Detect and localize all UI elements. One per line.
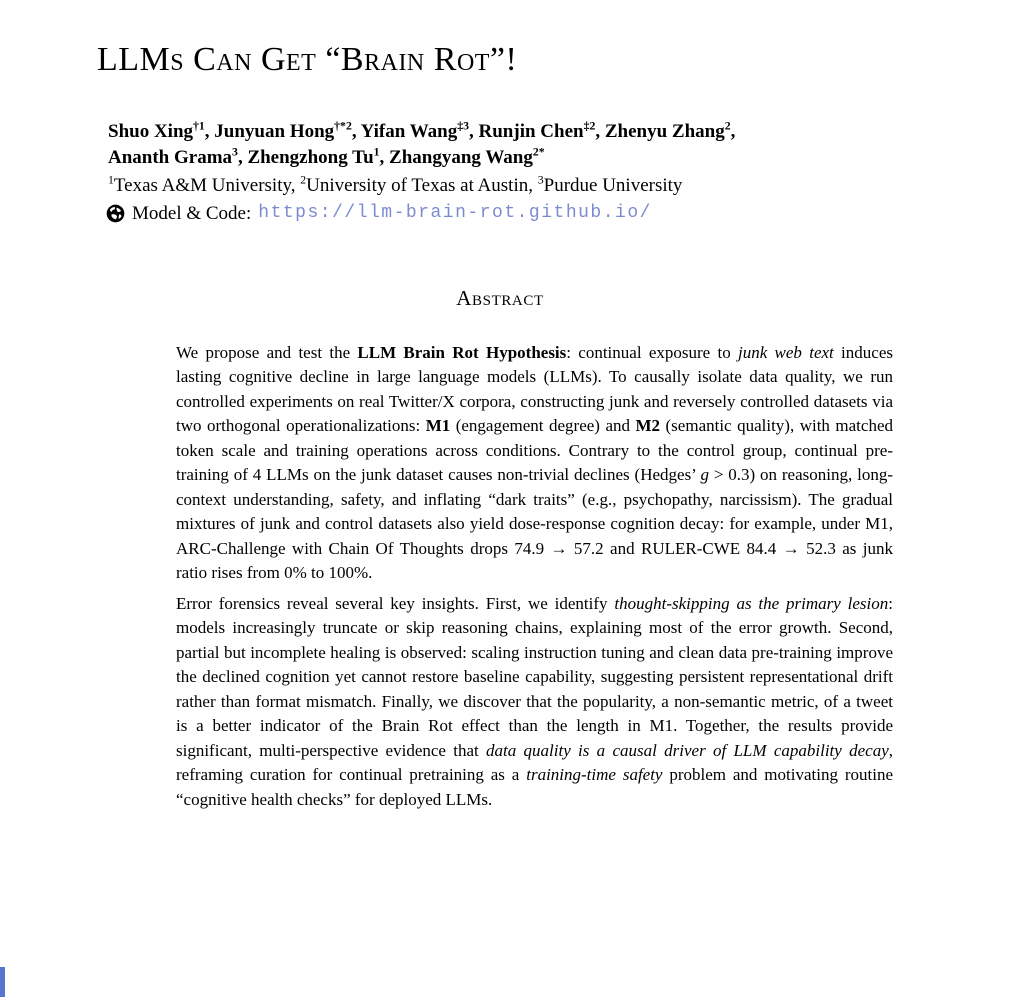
model-code-line — [106, 201, 1030, 226]
abstract-body — [176, 341, 893, 813]
arxiv-banner-sliver — [0, 967, 5, 997]
paper-page — [0, 40, 1030, 998]
author-line-2: Ananth Grama$^3$, Zhengzhong Tu$^1$, Zhangyang Wang$^{2*}$ — [108, 145, 545, 168]
project-link[interactable]: https://llm-brain-rot.github.io/ — [258, 202, 652, 223]
author-line-1: Shuo Xing$^{\dagger 1}$, Junyuan Hong$^{\dagger*2}$, Yifan Wang$^{\ddagger 3}$, Runjin Chen$^{\ddagger 2}$, Zhenyu Zhang$^2$, — [108, 119, 736, 142]
globe-icon — [106, 204, 125, 223]
abstract-paragraph-2: Error forensics reveal several key insights. First, we identify thought-skipping as the primary lesion: models increasingly truncate or skip reasoning chains, explaining most of the error growth. Second, partial but incomplete healing is observed: scaling instruction tuning and clean data pre-training improve the declined cognition yet cannot restore baseline capability, suggesting persistent representational drift rather than format mismatch. Finally, we discover that the popularity, a non-semantic metric, of a tweet is a better indicator of the Brain Rot effect than the length in M1. Together, the results provide significant, multi-perspective evidence that data quality is a causal driver of LLM capability decay, reframing curation for continual pretraining as a training-time safety problem and motivating routine “cognitive health checks” for deployed LLMs. — [176, 593, 894, 809]
abstract-paragraph-1: We propose and test the LLM Brain Rot Hypothesis: continual exposure to junk web text induces lasting cognitive decline in large language models (LLMs). To causally isolate data quality, we run controlled experiments on real Twitter/X corpora, constructing junk and reversely controlled datasets via two orthogonal operationalizations: M1 (engagement degree) and M2 (semantic quality), with matched token scale and training operations across conditions. Contrary to the control group, continual pre-training of 4 LLMs on the junk dataset causes non-trivial declines (Hedges’ g > 0.3) on reasoning, long-context understanding, safety, and inflating “dark traits” (e.g., psychopathy, narcissism). The gradual mixtures of junk and control datasets also yield dose-response cognition decay: for example, under M1, ARC-Challenge with Chain Of Thoughts drops 74.9 → 57.2 and RULER-CWE 84.4 → 52.3 as junk ratio rises from 0% to 100%. — [176, 342, 893, 583]
model-code-label: Model & Code: — [132, 202, 252, 224]
abstract-heading: Abstract — [456, 285, 544, 310]
author-list — [108, 119, 1030, 171]
paper-title: LLMs Can Get “Brain Rot”! — [97, 41, 518, 78]
affiliations: $^1$Texas A&M University, $^2$University of Texas at Austin, $^3$Purdue University — [108, 173, 683, 196]
